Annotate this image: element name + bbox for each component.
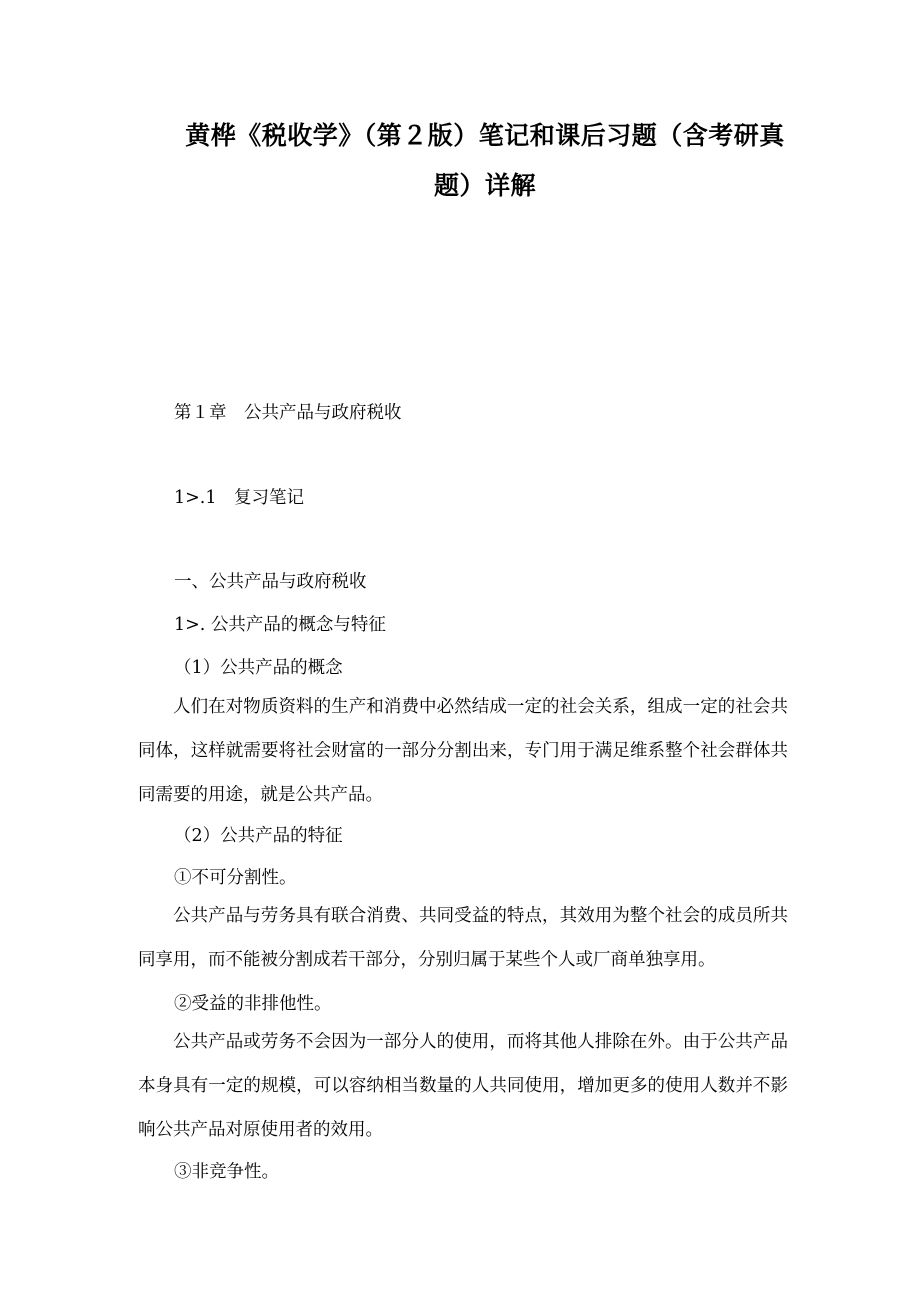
- section-heading: 1>.1 复习笔记: [174, 488, 304, 508]
- feature-non-rivalry: ③非竞争性。: [174, 1162, 279, 1182]
- chapter-heading: 第１章 公共产品与政府税收: [174, 403, 402, 423]
- feature-non-excludability: ②受益的非排他性。: [174, 994, 332, 1014]
- paragraph-concept: 人们在对物质资料的生产和消费中必然结成一定的社会关系，组成一定的社会共同体，这样就需要将社会财富的一部分分割出来，专门用于满足维系整个社会群体共同需要的用途，就是公共产品。: [138, 697, 788, 805]
- document-title-line-2: 题）详解: [433, 171, 536, 200]
- document-title-line-1: 黄桦《税收学》（第２版）笔记和课后习题（含考研真: [185, 121, 785, 150]
- heading-concept-and-features: 1>. 公共产品的概念与特征: [174, 615, 386, 635]
- subheading-concept: （1）公共产品的概念: [174, 658, 343, 678]
- paragraph-non-excludability: 公共产品或劳务不会因为一部分人的使用，而将其他人排除在外。由于公共产品本身具有一定的规模，可以容纳相当数量的人共同使用，增加更多的使用人数并不影响公共产品对原使用者的效用。: [138, 1032, 788, 1140]
- heading-public-goods-and-tax: 一、公共产品与政府税收: [174, 572, 367, 592]
- paragraph-indivisibility: 公共产品与劳务具有联合消费、共同受益的特点，其效用为整个社会的成员所共同享用，而不能被分割成若干部分，分别归属于某些个人或厂商单独享用。: [138, 906, 788, 970]
- subheading-features: （2）公共产品的特征: [174, 826, 343, 846]
- feature-indivisibility: ①不可分割性。: [174, 868, 297, 888]
